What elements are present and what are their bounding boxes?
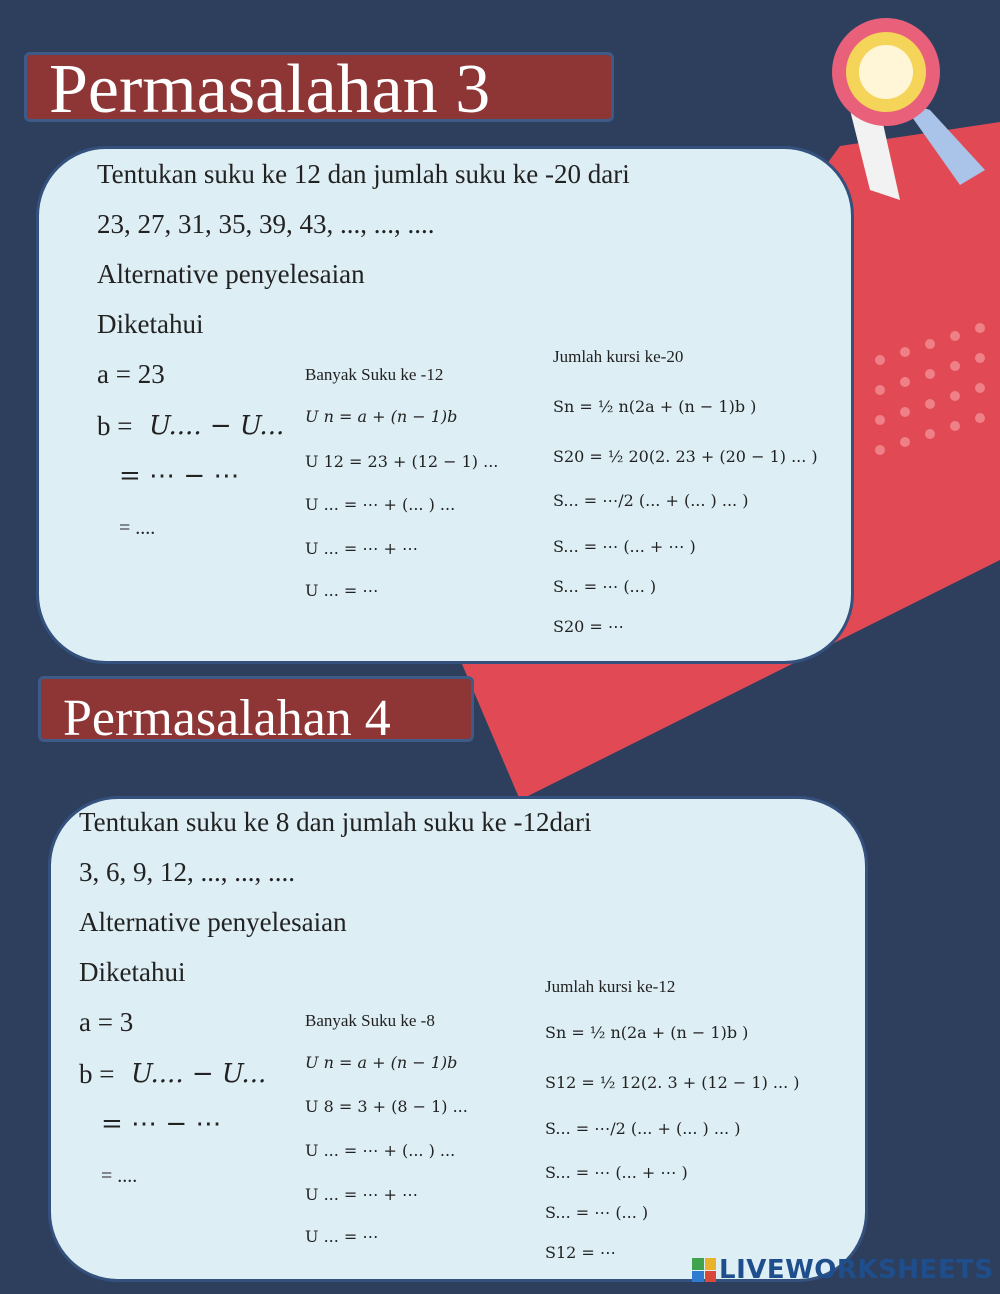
section4-panel xyxy=(48,796,868,1282)
section3-suku-line: U ... = ⋯ xyxy=(305,581,379,600)
section4-suku-line: U 8 = 3 + (8 − 1) ... xyxy=(305,1097,468,1116)
section3-panel xyxy=(36,146,854,664)
section4-known: Diketahui xyxy=(79,957,186,987)
section4-suku-header: Banyak Suku ke -8 xyxy=(305,1011,435,1030)
section3-known: Diketahui xyxy=(97,309,204,339)
section3-step2: = .... xyxy=(119,517,156,539)
section4-jumlah-line: S... = ⋯ (... + ⋯ ) xyxy=(545,1163,688,1182)
section4-jumlah-line: S12 = ⋯ xyxy=(545,1243,616,1262)
section3-title: Permasalahan 3 xyxy=(24,52,614,122)
section3-suku-header: Banyak Suku ke -12 xyxy=(305,365,444,384)
section4-suku-line: U ... = ⋯ xyxy=(305,1227,379,1246)
section3-jumlah-line: S... = ⋯/2 (... + (... ) ... ) xyxy=(553,491,749,510)
section4-sequence: 3, 6, 9, 12, ..., ..., .... xyxy=(79,857,295,887)
section4-jumlah-line: S... = ⋯/2 (... + (... ) ... ) xyxy=(545,1119,741,1138)
section3-jumlah-line: Sn = ½ n(2a + (n − 1)b ) xyxy=(553,397,757,416)
section4-jumlah-line: S12 = ½ 12(2. 3 + (12 − 1) ... ) xyxy=(545,1073,800,1092)
section4-question: Tentukan suku ke 8 dan jumlah suku ke -12dari xyxy=(79,807,592,837)
section4-jumlah-header: Jumlah kursi ke-12 xyxy=(545,977,676,996)
section4-suku-line: U ... = ⋯ + (... ) ... xyxy=(305,1141,456,1160)
section4-jumlah-line: Sn = ½ n(2a + (n − 1)b ) xyxy=(545,1023,749,1042)
section4-step1: = ⋯ − ⋯ xyxy=(101,1109,222,1139)
liveworksheets-watermark[interactable] xyxy=(692,1254,994,1286)
section4-alt: Alternative penyelesaian xyxy=(79,907,347,937)
section3-b-label: b = xyxy=(97,411,133,441)
section3-b-expr: U.... − U... xyxy=(149,411,285,441)
section3-alt: Alternative penyelesaian xyxy=(97,259,365,289)
section3-a-value: a = 23 xyxy=(97,359,165,389)
section3-jumlah-line: S20 = ⋯ xyxy=(553,617,624,636)
section3-suku-line: U ... = ⋯ + ⋯ xyxy=(305,539,418,558)
section3-suku-line: U ... = ⋯ + (... ) ... xyxy=(305,495,456,514)
section4-suku-line: U n = a + (n − 1)b xyxy=(305,1053,458,1072)
section4-step2: = .... xyxy=(101,1165,138,1187)
section3-question: Tentukan suku ke 12 dan jumlah suku ke -20 dari xyxy=(97,159,630,189)
section4-jumlah-line: S... = ⋯ (... ) xyxy=(545,1203,649,1222)
section3-jumlah-line: S20 = ½ 20(2. 23 + (20 − 1) ... ) xyxy=(553,447,818,466)
section4-suku-line: U ... = ⋯ + ⋯ xyxy=(305,1185,418,1204)
section3-jumlah-header: Jumlah kursi ke-20 xyxy=(553,347,684,366)
section3-suku-line: U n = a + (n − 1)b xyxy=(305,407,458,426)
section3-step1: = ⋯ − ⋯ xyxy=(119,461,240,491)
section3-jumlah-line: S... = ⋯ (... ) xyxy=(553,577,657,596)
watermark-text: LIVEWORKSHEETS xyxy=(719,1255,994,1285)
section4-title: Permasalahan 4 xyxy=(38,676,474,742)
section3-sequence: 23, 27, 31, 35, 39, 43, ..., ..., .... xyxy=(97,209,435,239)
section4-b-expr: U.... − U... xyxy=(131,1059,267,1089)
liveworksheets-logo-icon xyxy=(692,1258,716,1282)
section4-b-label: b = xyxy=(79,1059,115,1089)
section4-a-value: a = 3 xyxy=(79,1007,134,1037)
section3-jumlah-line: S... = ⋯ (... + ⋯ ) xyxy=(553,537,696,556)
section3-suku-line: U 12 = 23 + (12 − 1) ... xyxy=(305,452,499,471)
